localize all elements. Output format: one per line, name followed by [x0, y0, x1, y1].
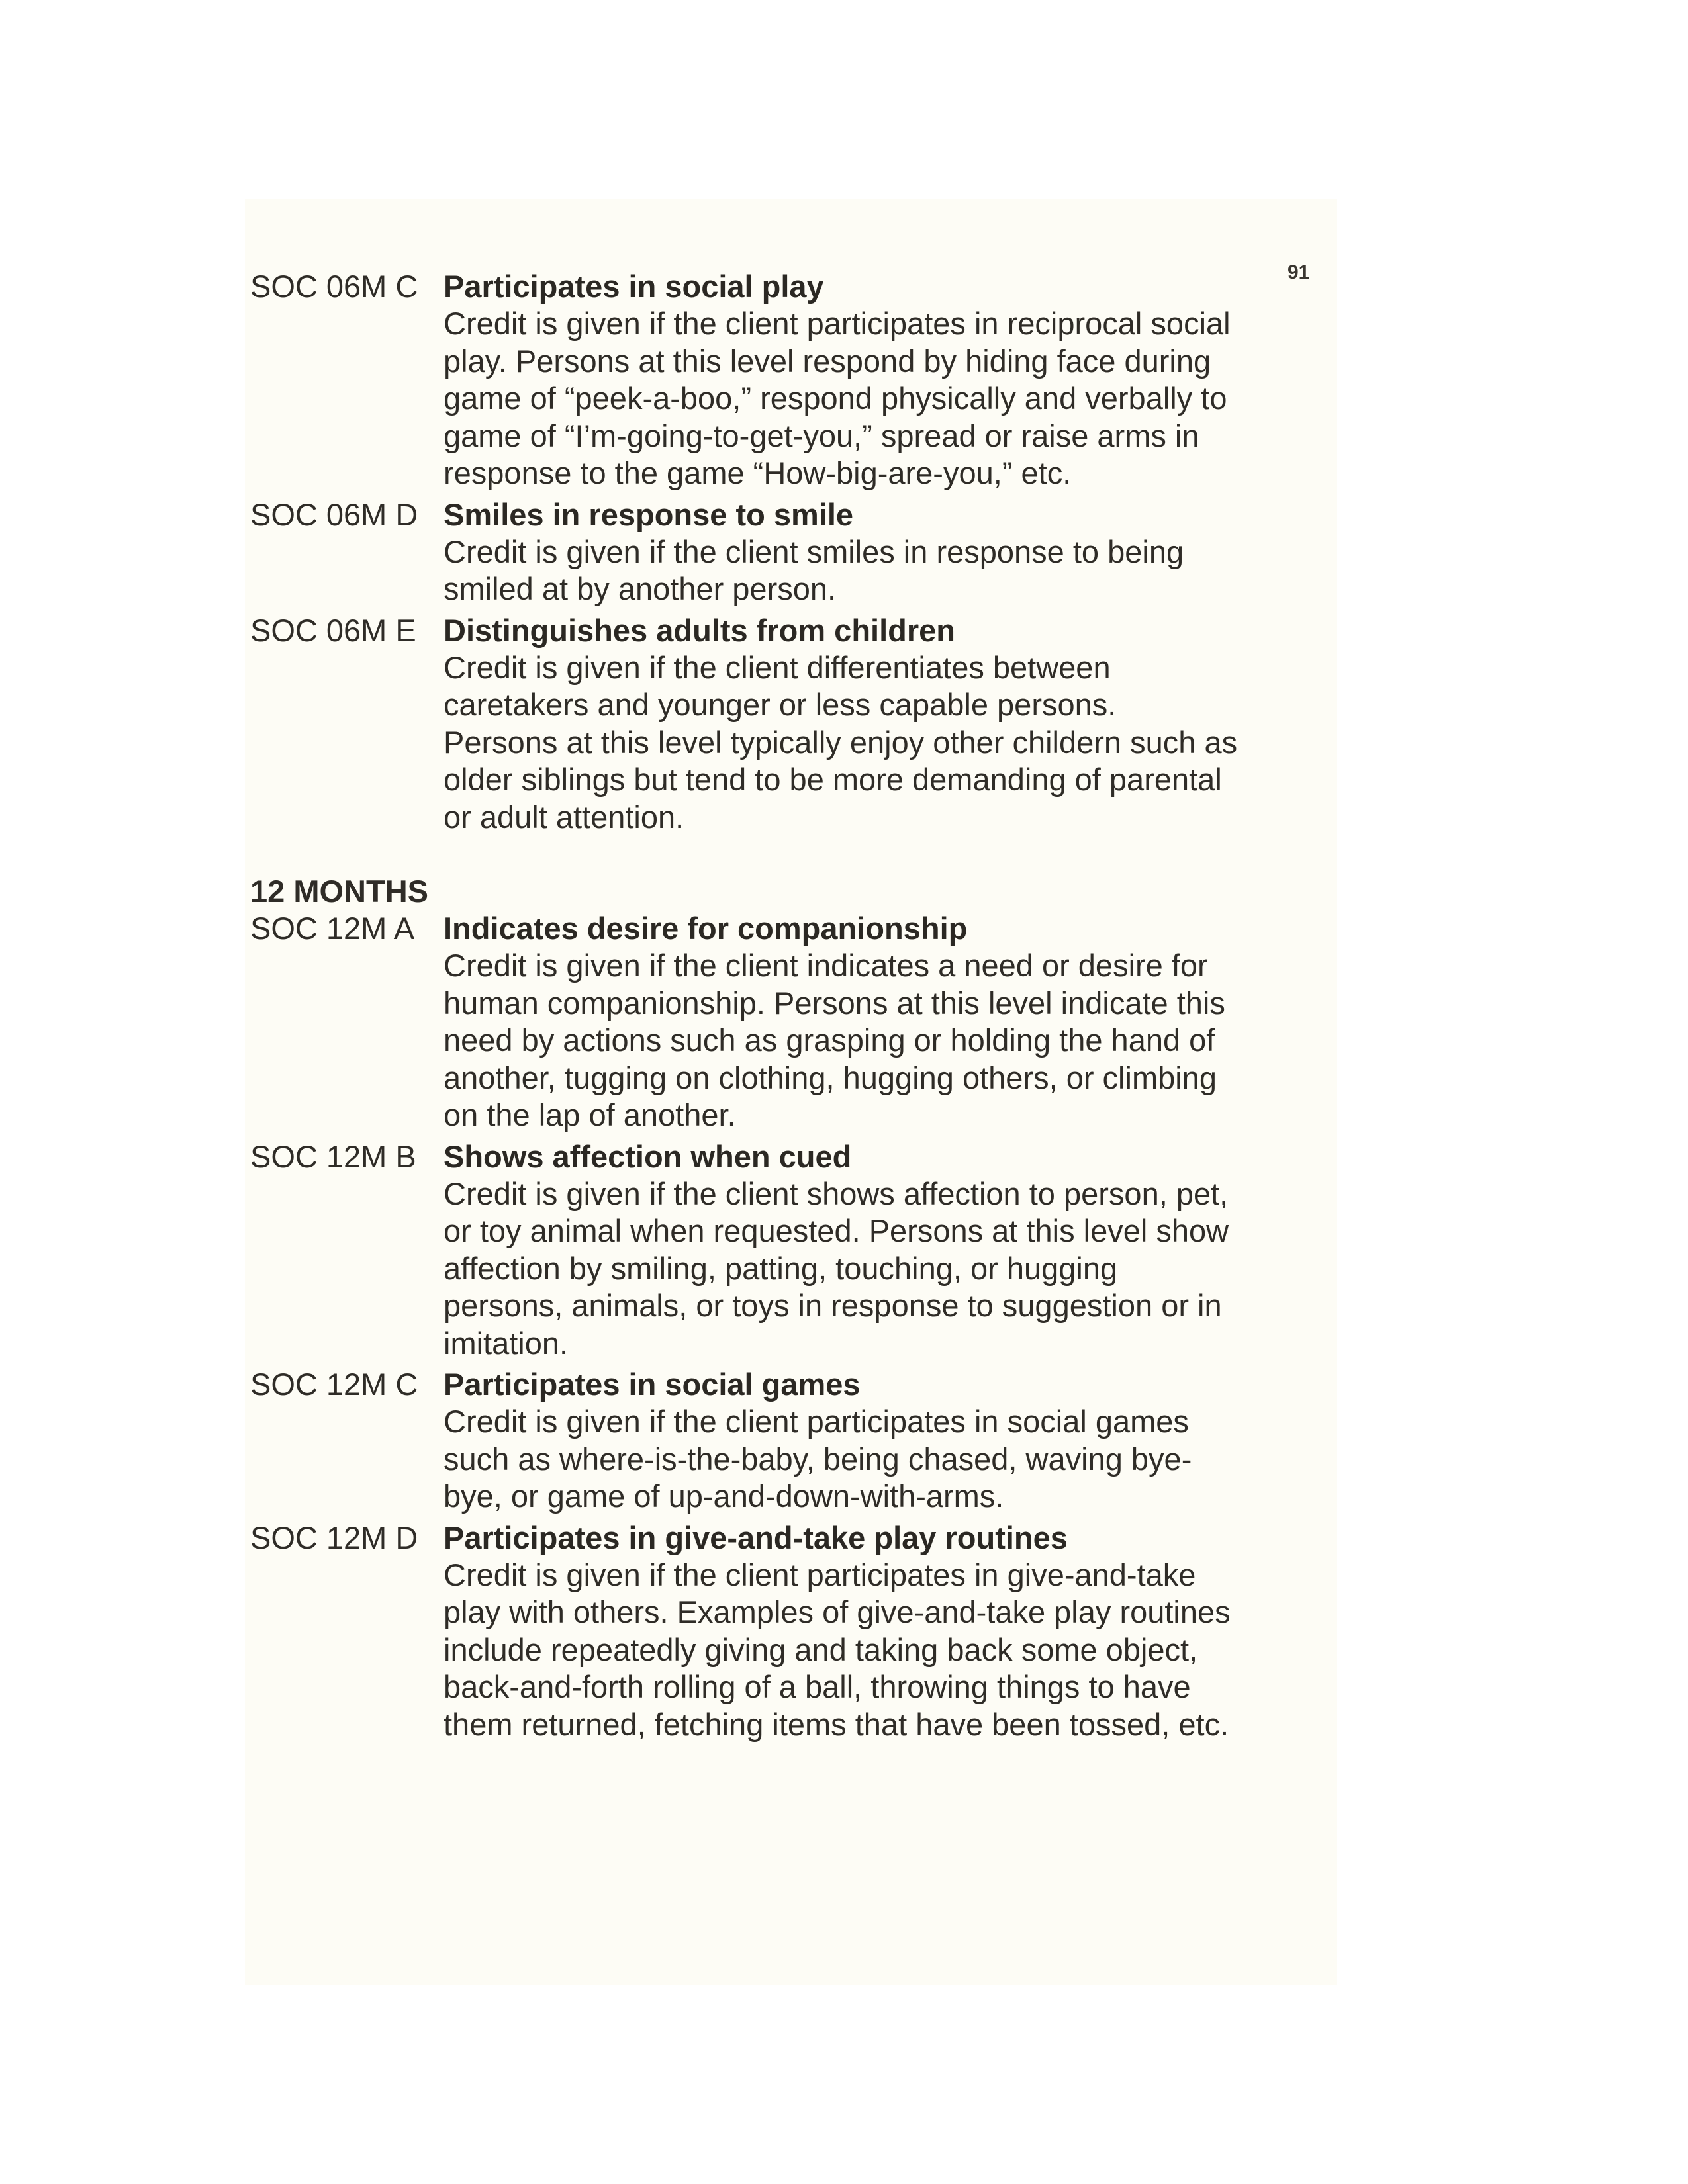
entry-description: Credit is given if the client shows affection to person, pet, or toy animal when requested. Persons at this level show affection by smiling, patting, touching, or hugging persons, animals, or toys in response to suggestion or in imitation. — [444, 1175, 1229, 1361]
entry-title: Participates in social play — [444, 269, 824, 304]
entry-body — [444, 1138, 1238, 1363]
entry-soc-06m-e — [250, 612, 1283, 837]
entry-soc-06m-c — [250, 268, 1283, 492]
entry-title: Indicates desire for companionship — [444, 911, 968, 946]
entry-description: Credit is given if the client indicates a need or desire for human companionship. Persons at this level indicate this need by actions such as grasping or holding the hand of another, tugging on clothing, hugging others, or climbing on the lap of another. — [444, 948, 1225, 1132]
entry-body — [444, 612, 1238, 837]
entry-soc-12m-b — [250, 1138, 1283, 1363]
entry-description: Credit is given if the client participates in reciprocal social play. Persons at this level respond by hiding face during game of “peek-a-boo,” respond physically and verbally to game of “I’m-going-to-get-you,” spread or raise arms in response to the game “How-big-are-you,” etc. — [444, 306, 1231, 490]
entry-body — [444, 910, 1238, 1134]
document-content — [250, 268, 1283, 1747]
entry-title: Shows affection when cued — [444, 1138, 852, 1174]
entry-code: SOC 12M B — [250, 1138, 416, 1174]
entry-body — [444, 1520, 1238, 1744]
entry-soc-12m-a — [250, 910, 1283, 1134]
entry-title: Smiles in response to smile — [444, 496, 854, 532]
page-number: 91 — [1288, 261, 1310, 283]
entry-description: Credit is given if the client participates in social games such as where-is-the-baby, being chased, waving bye-bye, or game of up-and-down-with-arms. — [444, 1404, 1192, 1514]
entry-title: Distinguishes adults from children — [444, 612, 955, 648]
entry-description: Credit is given if the client participates in give-and-take play with others. Examples of give-and-take play routines include repeatedly giving and taking back some object, back-and-forth rolling of a ball, throwing things to have them returned, fetching items that have been tossed, etc. — [444, 1557, 1231, 1742]
entry-code: SOC 12M D — [250, 1520, 418, 1555]
entry-code: SOC 12M C — [250, 1367, 418, 1402]
entry-description: Credit is given if the client smiles in response to being smiled at by another person. — [444, 533, 1184, 606]
entry-soc-12m-d — [250, 1520, 1283, 1744]
entry-description: Credit is given if the client differentiates between caretakers and younger or less capable persons. Persons at this level typically enjoy other childern such as older siblings but tend to be more demanding of parental or adult attention. — [444, 649, 1238, 835]
entry-code: SOC 06M E — [250, 612, 416, 648]
entry-title: Participates in give-and-take play routines — [444, 1520, 1068, 1555]
entry-body — [444, 496, 1238, 608]
section-heading-12-months: 12 MONTHS — [250, 874, 428, 909]
entry-soc-06m-d — [250, 496, 1283, 608]
entry-code: SOC 06M C — [250, 269, 418, 304]
entry-code: SOC 12M A — [250, 911, 415, 946]
entry-soc-12m-c — [250, 1366, 1283, 1516]
entry-title: Participates in social games — [444, 1367, 861, 1402]
entry-code: SOC 06M D — [250, 496, 418, 532]
entry-body — [444, 1366, 1238, 1516]
entry-body — [444, 268, 1238, 492]
